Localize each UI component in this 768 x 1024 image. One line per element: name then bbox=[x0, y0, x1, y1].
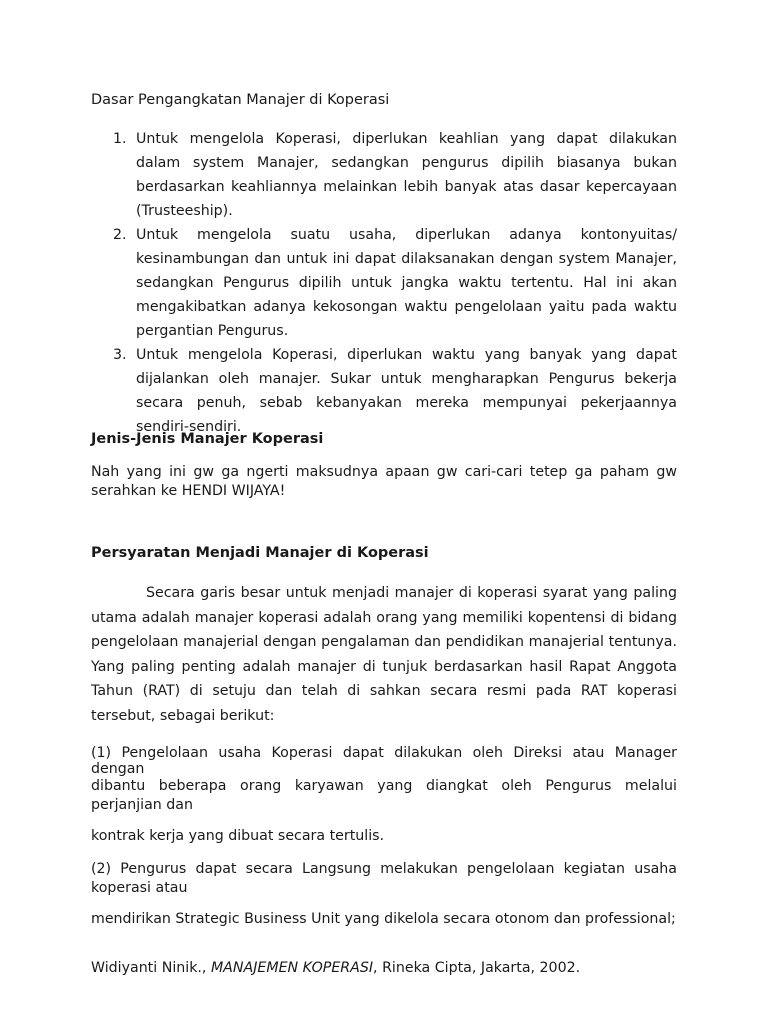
list-number: 2. bbox=[113, 227, 127, 243]
point-2-line-1: (2) Pengurus dapat secara Langsung melakukan pengelolaan kegiatan usaha koperasi atau bbox=[91, 861, 677, 896]
list-item-text: Untuk mengelola Koperasi, diperlukan keahlian yang dapat dilakukan dalam system Manajer, sedangkan pengurus dipilih biasanya bukan berdasarkan keahliannya melainkan lebih banyak atas dasar kepercayaan (Trusteeship). bbox=[136, 131, 677, 219]
list-item bbox=[91, 223, 677, 343]
jenis-paragraph: Nah yang ini gw ga ngerti maksudnya apaan gw cari-cari tetep ga paham gw serahkan ke HENDI WIJAYA! bbox=[91, 464, 677, 499]
point-2-line-2: mendirikan Strategic Business Unit yang dikelola secara otonom dan professional; bbox=[91, 911, 676, 927]
section-title-dasar: Dasar Pengangkatan Manajer di Koperasi bbox=[91, 92, 390, 108]
point-1-line-3: kontrak kerja yang dibuat secara tertulis. bbox=[91, 828, 385, 844]
persyaratan-paragraph: Secara garis besar untuk menjadi manajer di koperasi syarat yang paling utama adalah manajer koperasi adalah orang yang memiliki kopentensi di bidang pengelolaan manajerial dengan pengalaman dan pendidikan manajerial tentunya. Yang paling penting adalah manajer di tunjuk berdasarkan hasil Rapat Anggota Tahun (RAT) di setuju dan telah di sahkan secara resmi pada RAT koperasi tersebut, sebagai berikut: bbox=[91, 585, 677, 724]
section-title-persyaratan: Persyaratan Menjadi Manajer di Koperasi bbox=[91, 545, 429, 561]
reference-book-title: MANAJEMEN KOPERASI bbox=[210, 960, 374, 976]
point-1-line-2: dibantu beberapa orang karyawan yang diangkat oleh Pengurus melalui perjanjian dan bbox=[91, 778, 677, 813]
reference-citation bbox=[91, 960, 580, 976]
list-number: 3. bbox=[113, 347, 127, 363]
section-title-jenis: Jenis-Jenis Manajer Koperasi bbox=[91, 431, 324, 447]
list-item-text: Untuk mengelola Koperasi, diperlukan waktu yang banyak yang dapat dijalankan oleh manajer. Sukar untuk mengharapkan Pengurus bekerja secara penuh, sebab kebanyakan mereka mempunyai pekerjaannya sendiri-sendiri. bbox=[136, 347, 677, 435]
list-number: 1. bbox=[113, 131, 127, 147]
list-item bbox=[91, 343, 677, 439]
reference-publisher: , Rineka Cipta, Jakarta, 2002. bbox=[373, 960, 581, 976]
point-1-line-1: (1) Pengelolaan usaha Koperasi dapat dilakukan oleh Direksi atau Manager dengan bbox=[91, 745, 677, 777]
reference-author: Widiyanti Ninik., bbox=[91, 960, 211, 976]
numbered-list bbox=[91, 127, 677, 439]
list-item bbox=[91, 127, 677, 223]
list-item-text: Untuk mengelola suatu usaha, diperlukan adanya kontonyuitas/ kesinambungan dan untuk ini dapat dilaksanakan dengan system Manajer, sedangkan Pengurus dipilih untuk jangka waktu tertentu. Hal ini akan mengakibatkan adanya kekosongan waktu pengelolaan yaitu pada waktu pergantian Pengurus. bbox=[136, 227, 677, 339]
